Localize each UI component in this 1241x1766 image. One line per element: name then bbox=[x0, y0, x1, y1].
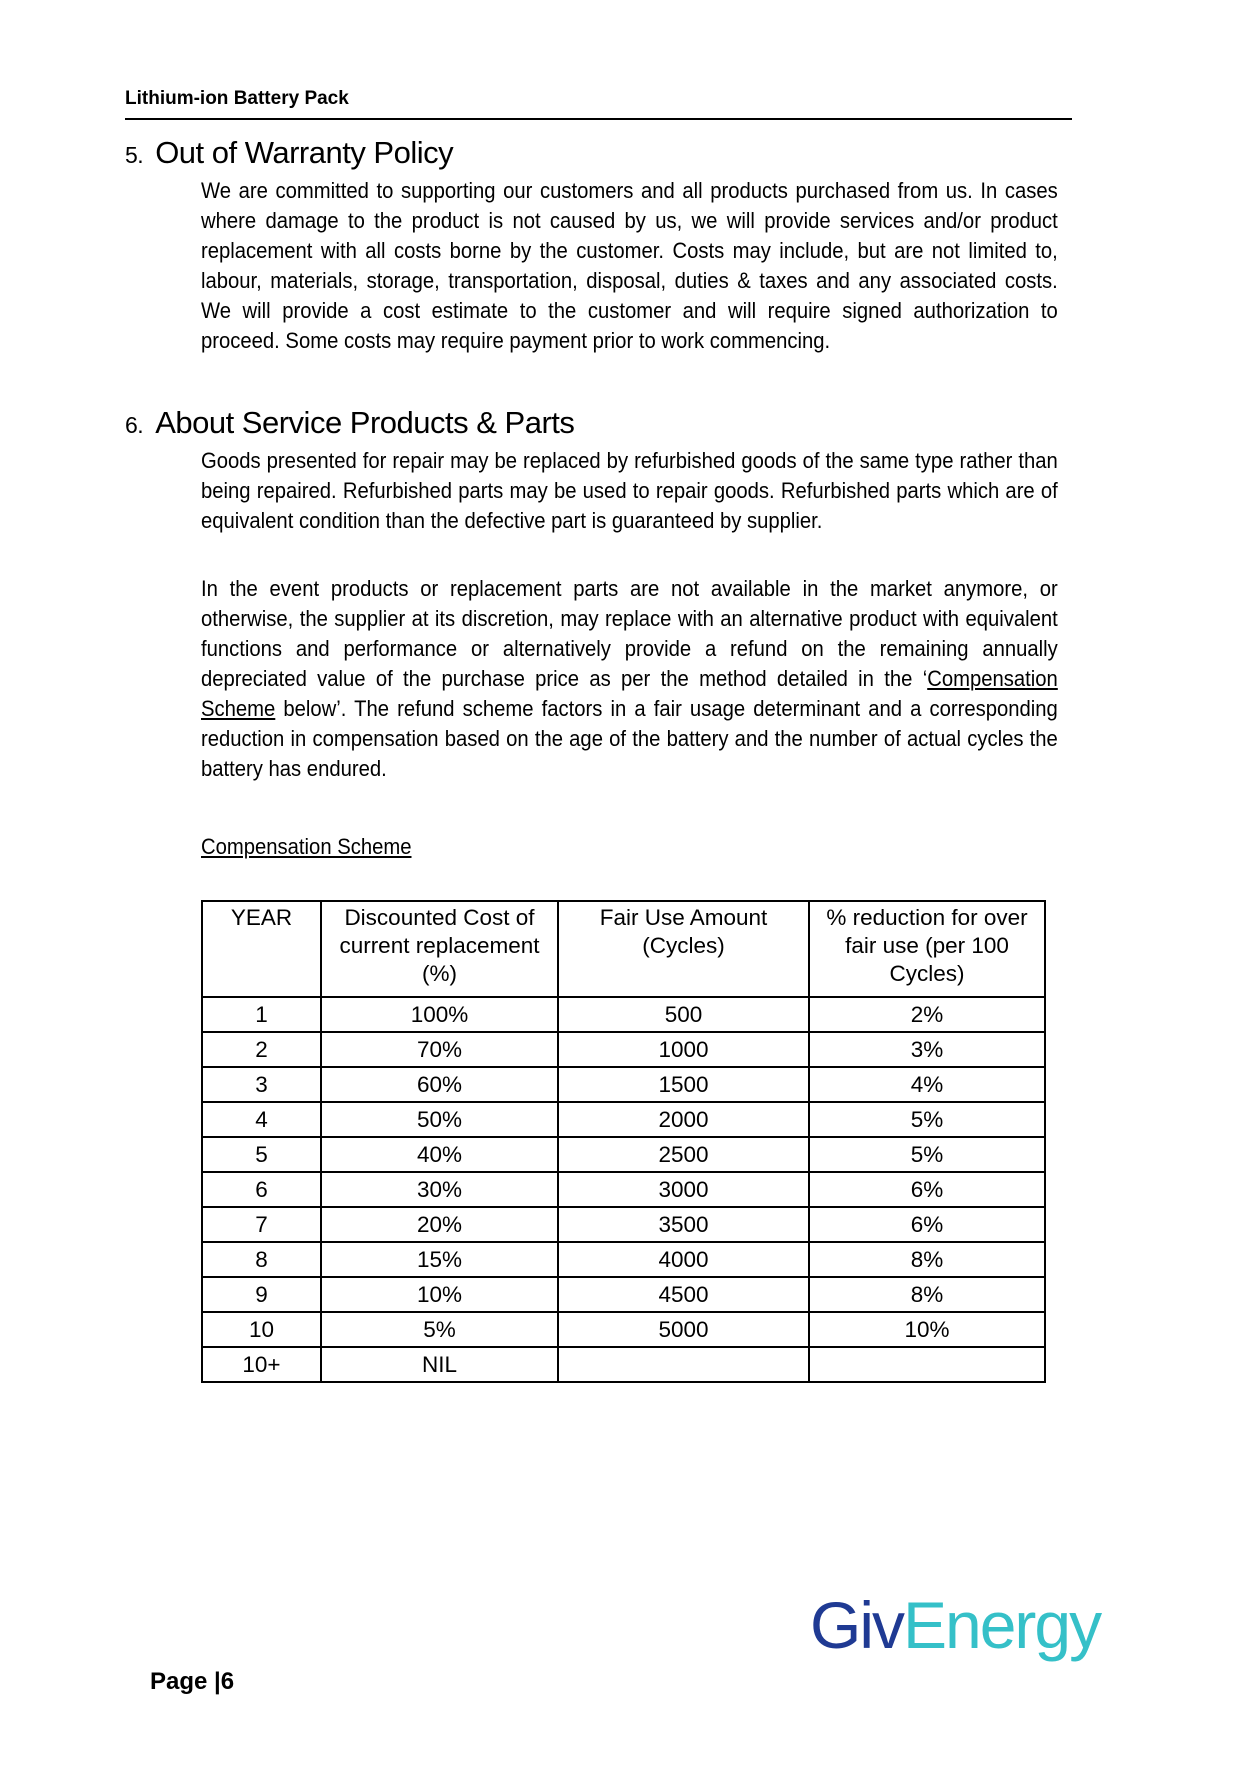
cell-reduction: 4% bbox=[809, 1067, 1045, 1102]
header-year: YEAR bbox=[202, 901, 321, 997]
cell-fair-use: 1000 bbox=[558, 1032, 809, 1067]
givenergy-logo bbox=[810, 1587, 1100, 1663]
cell-reduction: 3% bbox=[809, 1032, 1045, 1067]
cell-year: 7 bbox=[202, 1207, 321, 1242]
cell-fair-use: 4500 bbox=[558, 1277, 809, 1312]
cell-fair-use: 3500 bbox=[558, 1207, 809, 1242]
cell-reduction bbox=[809, 1347, 1045, 1382]
section-6-number: 6. bbox=[125, 412, 144, 438]
cell-discounted-cost: 30% bbox=[321, 1172, 558, 1207]
table-header-row bbox=[202, 901, 1045, 997]
cell-fair-use: 2500 bbox=[558, 1137, 809, 1172]
cell-reduction: 6% bbox=[809, 1172, 1045, 1207]
cell-year: 1 bbox=[202, 997, 321, 1032]
cell-discounted-cost: 50% bbox=[321, 1102, 558, 1137]
table-row bbox=[202, 1102, 1045, 1137]
cell-year: 5 bbox=[202, 1137, 321, 1172]
cell-discounted-cost: 60% bbox=[321, 1067, 558, 1102]
cell-year: 3 bbox=[202, 1067, 321, 1102]
refurbished-parts-paragraph: Goods presented for repair may be replaced by refurbished goods of the same type rather than being repaired. Refurbished parts may be used to repair goods. Refurbished parts which are of equivalent condition than the defective part is guaranteed by supplier. bbox=[201, 448, 1058, 533]
cell-fair-use: 1500 bbox=[558, 1067, 809, 1102]
compensation-link-text[interactable]: Compensation bbox=[927, 666, 1058, 691]
section-5-number: 5. bbox=[125, 142, 144, 168]
cell-year: 10+ bbox=[202, 1347, 321, 1382]
table-row bbox=[202, 1067, 1045, 1102]
table-row bbox=[202, 1347, 1045, 1382]
compensation-scheme-title: Compensation Scheme bbox=[201, 834, 412, 859]
paragraph-text: In the event products or replacement parts are not available in the market anymore, or otherwise, the supplier at its discretion, may replace with an alternative product with equivalent functions and performance or alternatively provide a refund on the remaining annually depreciated value of the purchase price as per the method detailed in the ‘ bbox=[201, 576, 1058, 691]
section-5-heading bbox=[125, 135, 453, 171]
cell-reduction: 6% bbox=[809, 1207, 1045, 1242]
cell-discounted-cost: 100% bbox=[321, 997, 558, 1032]
cell-discounted-cost: 5% bbox=[321, 1312, 558, 1347]
table-row bbox=[202, 1312, 1045, 1347]
logo-giv: Giv bbox=[810, 1588, 903, 1662]
section-6-heading bbox=[125, 405, 574, 441]
table-row bbox=[202, 1137, 1045, 1172]
table-row bbox=[202, 997, 1045, 1032]
cell-reduction: 10% bbox=[809, 1312, 1045, 1347]
table-row bbox=[202, 1172, 1045, 1207]
cell-year: 6 bbox=[202, 1172, 321, 1207]
cell-discounted-cost: 70% bbox=[321, 1032, 558, 1067]
table-row bbox=[202, 1242, 1045, 1277]
cell-reduction: 8% bbox=[809, 1277, 1045, 1312]
cell-fair-use: 2000 bbox=[558, 1102, 809, 1137]
header-discounted-cost: Discounted Cost of current replacement (%) bbox=[321, 901, 558, 997]
out-of-warranty-paragraph: We are committed to supporting our customers and all products purchased from us. In cases where damage to the product is not caused by us, we will provide services and/or product replacement with all costs borne by the customer. Costs may include, but are not limited to, labour, materials, storage, transportation, disposal, duties & taxes and any associated costs. We will provide a cost estimate to the customer and will require signed authorization to proceed. Some costs may require payment prior to work commencing. bbox=[201, 178, 1058, 353]
cell-year: 2 bbox=[202, 1032, 321, 1067]
cell-year: 9 bbox=[202, 1277, 321, 1312]
cell-fair-use: 3000 bbox=[558, 1172, 809, 1207]
page-number: Page |6 bbox=[150, 1668, 235, 1695]
logo-energy: Energy bbox=[903, 1588, 1101, 1662]
cell-discounted-cost: 40% bbox=[321, 1137, 558, 1172]
cell-fair-use: 500 bbox=[558, 997, 809, 1032]
cell-year: 8 bbox=[202, 1242, 321, 1277]
cell-fair-use: 4000 bbox=[558, 1242, 809, 1277]
cell-reduction: 8% bbox=[809, 1242, 1045, 1277]
cell-year: 4 bbox=[202, 1102, 321, 1137]
cell-reduction: 5% bbox=[809, 1137, 1045, 1172]
cell-discounted-cost: 10% bbox=[321, 1277, 558, 1312]
paragraph-text-end: below’. The refund scheme factors in a fair usage determinant and a corresponding reduction in compensation based on the age of the battery and the number of actual cycles the battery has endured. bbox=[201, 696, 1058, 781]
cell-discounted-cost: NIL bbox=[321, 1347, 558, 1382]
cell-fair-use: 5000 bbox=[558, 1312, 809, 1347]
document-header-title: Lithium-ion Battery Pack bbox=[125, 88, 349, 109]
cell-reduction: 2% bbox=[809, 997, 1045, 1032]
header-divider bbox=[125, 118, 1072, 120]
compensation-table-body bbox=[202, 997, 1045, 1382]
table-row bbox=[202, 1032, 1045, 1067]
header-fair-use: Fair Use Amount (Cycles) bbox=[558, 901, 809, 997]
cell-discounted-cost: 20% bbox=[321, 1207, 558, 1242]
replacement-refund-paragraph bbox=[201, 574, 1058, 784]
scheme-link-text[interactable]: Scheme bbox=[201, 696, 276, 721]
section-6-title: About Service Products & Parts bbox=[155, 405, 575, 440]
cell-reduction: 5% bbox=[809, 1102, 1045, 1137]
table-row bbox=[202, 1277, 1045, 1312]
header-reduction: % reduction for over fair use (per 100 Cycles) bbox=[809, 901, 1045, 997]
section-5-title: Out of Warranty Policy bbox=[155, 135, 454, 170]
cell-year: 10 bbox=[202, 1312, 321, 1347]
compensation-table bbox=[201, 900, 1046, 1383]
cell-discounted-cost: 15% bbox=[321, 1242, 558, 1277]
cell-fair-use bbox=[558, 1347, 809, 1382]
table-row bbox=[202, 1207, 1045, 1242]
